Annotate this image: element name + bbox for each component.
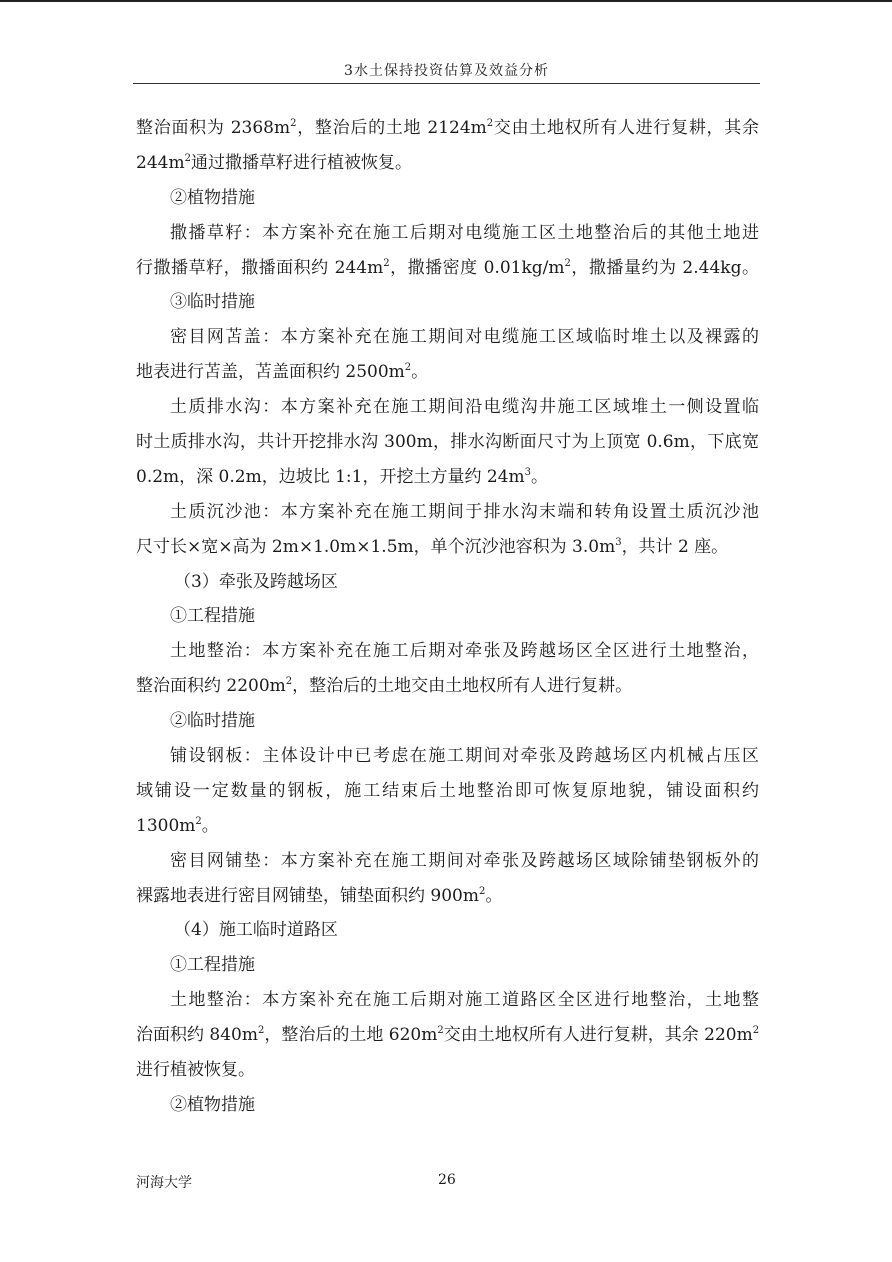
- paragraph-line: 域铺设一定数量的钢板，施工结束后土地整治即可恢复原地貌，铺设面积约: [136, 780, 759, 801]
- paragraph-line: 密目网苫盖：本方案补充在施工期间对电缆施工区域临时堆土以及裸露的: [170, 327, 759, 348]
- paragraph-line: 土地整治：本方案补充在施工后期对牵张及跨越场区全区进行土地整治，: [170, 641, 759, 662]
- paragraph-line: 整治面积为 $2368m^2$，整治后的土地 $2124m^2$交由土地权所有人进行复耕，其余: [136, 118, 759, 138]
- paragraph-line: 行撒播草籽，撒播面积约 $244m^2$，撒播密度 $0.01kg/m^2$，撒播量约为 2.44kg。: [136, 257, 759, 278]
- subsection-heading: ②植物措施: [170, 1094, 255, 1115]
- subsection-heading: ③临时措施: [170, 292, 255, 313]
- footer-university: 河海大学: [136, 1175, 192, 1191]
- paragraph-line: 整治面积约 $2200m^2$，整治后的土地交由土地权所有人进行复耕。: [136, 676, 633, 697]
- paragraph-line: $244m^2$通过撒播草籽进行植被恢复。: [136, 152, 412, 173]
- paragraph-line: 治面积约 $840m^2$，整治后的土地 $620m^2$交由土地权所有人进行复耕，其余 $220m^2$: [136, 1025, 760, 1046]
- paragraph-line: 土质沉沙池：本方案补充在施工期间于排水沟末端和转角设置土质沉沙池: [170, 501, 759, 522]
- paragraph-line: 地表进行苫盖，苫盖面积约 $2500m^2$。: [136, 362, 429, 383]
- paragraph-line: 铺设钢板：主体设计中已考虑在施工期间对牵张及跨越场区内机械占压区: [170, 746, 759, 767]
- paragraph-line: 密目网铺垫：本方案补充在施工期间对牵张及跨越场区域除铺垫钢板外的: [170, 850, 759, 871]
- paragraph-line: 裸露地表进行密目网铺垫，铺垫面积约 $900m^2$。: [136, 885, 503, 906]
- paragraph-line: 进行植被恢复。: [136, 1060, 255, 1081]
- paragraph-line: 土质排水沟：本方案补充在施工期间沿电缆沟井施工区域堆土一侧设置临: [170, 397, 759, 418]
- running-header: 3水土保持投资估算及效益分析: [344, 63, 549, 79]
- section-heading: （4）施工临时道路区: [174, 920, 338, 941]
- subsection-heading: ①工程措施: [170, 606, 255, 627]
- top-border: [0, 0, 892, 2]
- subsection-heading: ①工程措施: [170, 955, 255, 976]
- section-heading: （3）牵张及跨越场区: [174, 571, 338, 592]
- paragraph-line: 0.2m，深 0.2m，边坡比 1:1，开挖土方量约 $24m^3$。: [136, 466, 549, 487]
- paragraph-line: $1300m^2$。: [136, 815, 219, 836]
- paragraph-line: 时土质排水沟，共计开挖排水沟 300m，排水沟断面尺寸为上顶宽 0.6m，下底宽: [136, 432, 759, 453]
- subsection-heading: ②植物措施: [170, 187, 255, 208]
- document-body: [136, 111, 759, 1123]
- paragraph-line: 撒播草籽：本方案补充在施工后期对电缆施工区土地整治后的其他土地进: [170, 222, 759, 243]
- paragraph-line: 尺寸长×宽×高为 2m×1.0m×1.5m，单个沉沙池容积为 $3.0m^3$，共计 2 座。: [136, 536, 729, 557]
- paragraph-line: 土地整治：本方案补充在施工后期对施工道路区全区进行地整治，土地整: [170, 990, 759, 1011]
- page-number: 26: [438, 1172, 456, 1188]
- header-rule: [133, 83, 760, 84]
- subsection-heading: ②临时措施: [170, 711, 255, 732]
